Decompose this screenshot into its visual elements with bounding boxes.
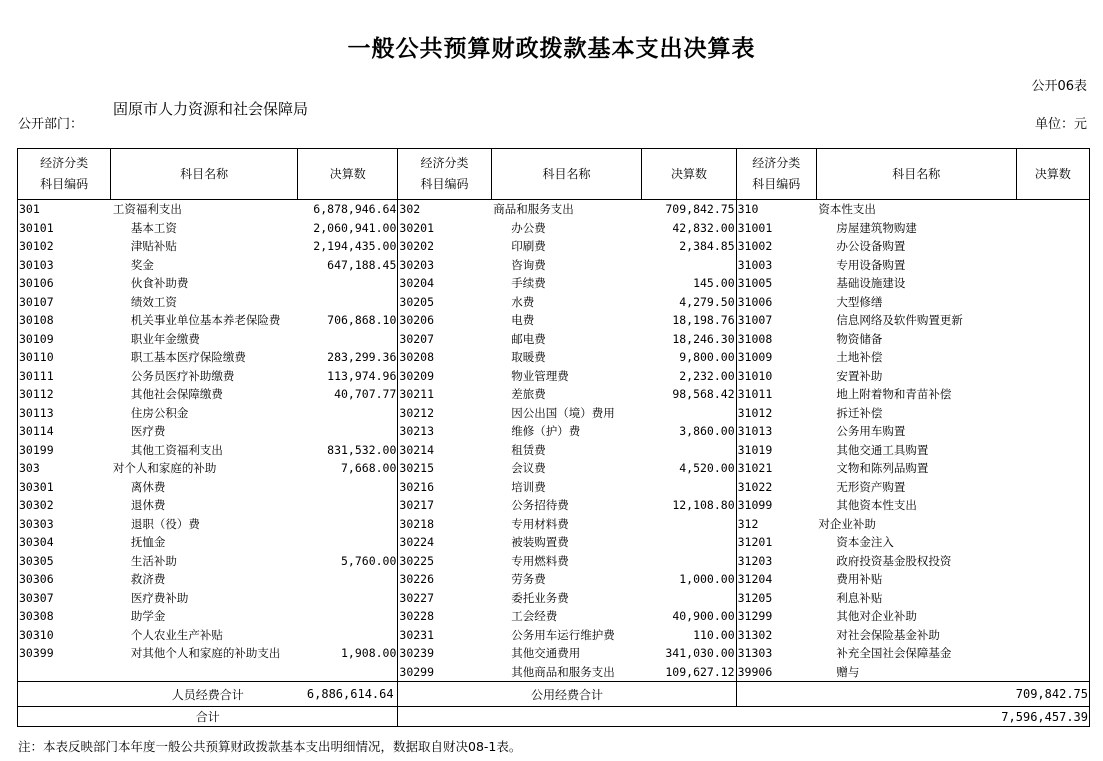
code-cell: 31201: [737, 535, 773, 550]
name-cell: 助学金: [130, 609, 166, 624]
table-row: [18, 607, 1090, 626]
name-cell: 对社会保险基金补助: [836, 627, 940, 642]
code-cell: 30112: [18, 385, 111, 404]
amount-cell: 7,668.00: [298, 459, 398, 478]
table-row: [18, 385, 1090, 404]
amount-cell: 831,532.00: [298, 441, 398, 460]
name-cell: 公务用车购置: [836, 424, 906, 439]
name-cell: 电费: [511, 313, 535, 328]
grand-total-value: 7,596,457.39: [398, 707, 1090, 727]
amount-cell: [298, 589, 398, 608]
header-code-1: 经济分类 科目编码: [18, 149, 111, 200]
amount-cell: [298, 478, 398, 497]
table-row: [18, 533, 1090, 552]
code-cell: 30101: [18, 219, 111, 238]
amount-cell: [298, 663, 398, 682]
amount-cell: [298, 422, 398, 441]
code-cell: 30301: [18, 478, 111, 497]
name-cell: 对企业补助: [818, 516, 876, 531]
code-cell: 31203: [737, 553, 773, 568]
name-cell: 邮电费: [511, 331, 546, 346]
code-cell: 30310: [18, 626, 111, 645]
code-cell: 31005: [737, 276, 773, 291]
name-cell: 奖金: [130, 257, 154, 272]
code-cell: 30201: [399, 220, 435, 235]
code-cell: 30218: [399, 516, 435, 531]
table-row: [18, 330, 1090, 349]
amount-cell: [298, 496, 398, 515]
table-row: [18, 219, 1090, 238]
table-row: [18, 552, 1090, 571]
code-cell: 31010: [737, 368, 773, 383]
table-row: [18, 404, 1090, 423]
code-cell: 31099: [737, 498, 773, 513]
header-name-2: 科目名称: [491, 149, 642, 200]
code-cell: 30199: [18, 441, 111, 460]
amount-cell: [1016, 589, 1089, 608]
amount-cell: [1016, 367, 1089, 386]
name-cell: 绩效工资: [130, 294, 177, 309]
amount-cell: [1016, 663, 1089, 682]
amount-cell: [1016, 200, 1089, 219]
table-row: [18, 274, 1090, 293]
table-row: [18, 570, 1090, 589]
amount-cell: [1016, 274, 1089, 293]
name-cell: 其他社会保障缴费: [130, 387, 223, 402]
amount-cell: 1,000.00: [642, 570, 736, 589]
amount-cell: [298, 293, 398, 312]
table-row: [18, 515, 1090, 534]
table-row: [18, 237, 1090, 256]
amount-cell: 4,520.00: [642, 459, 736, 478]
page-title: 一般公共预算财政拨款基本支出决算表: [347, 36, 756, 62]
amount-cell: 709,842.75: [642, 200, 736, 219]
name-cell: 差旅费: [511, 387, 546, 402]
amount-cell: [1016, 256, 1089, 275]
name-cell: 其他交通费用: [511, 646, 581, 661]
code-cell: 301: [18, 200, 111, 219]
name-cell: [111, 663, 298, 682]
amount-cell: [642, 256, 736, 275]
code-cell: 30213: [399, 424, 435, 439]
name-cell: 伙食补助费: [130, 276, 189, 291]
amount-cell: 706,868.10: [298, 311, 398, 330]
amount-cell: [298, 607, 398, 626]
name-cell: 专用设备购置: [836, 257, 906, 272]
amount-cell: [1016, 607, 1089, 626]
code-cell: 30209: [399, 368, 435, 383]
code-cell: 30204: [399, 276, 435, 291]
name-cell: 补充全国社会保障基金: [836, 646, 952, 661]
name-cell: 被装购置费: [511, 535, 569, 550]
amount-cell: 113,974.96: [298, 367, 398, 386]
table-row: [18, 422, 1090, 441]
table-row: [18, 200, 1090, 219]
code-cell: 312: [737, 516, 759, 531]
amount-cell: [1016, 422, 1089, 441]
amount-cell: 2,232.00: [642, 367, 736, 386]
personnel-total-label: 人员经费合计: [18, 682, 398, 707]
name-cell: 工会经费: [511, 609, 558, 624]
unit-label: 单位：元: [1034, 117, 1087, 132]
name-cell: 地上附着物和青苗补偿: [836, 387, 952, 402]
name-cell: 退休费: [130, 498, 166, 513]
name-cell: 个人农业生产补贴: [130, 627, 223, 642]
code-cell: 30211: [399, 387, 435, 402]
name-cell: 其他资本性支出: [836, 498, 917, 513]
code-cell: 31003: [737, 257, 773, 272]
code-cell: 30202: [399, 239, 435, 254]
amount-cell: [642, 552, 736, 571]
header-amount-2: 决算数: [642, 149, 736, 200]
name-cell: 工资福利支出: [112, 202, 182, 217]
amount-cell: [1016, 348, 1089, 367]
code-cell: 30207: [399, 331, 435, 346]
code-cell: 31009: [737, 350, 773, 365]
code-cell: 31001: [737, 220, 773, 235]
code-cell: 30306: [18, 570, 111, 589]
code-cell: 30108: [18, 311, 111, 330]
name-cell: 津贴补贴: [130, 239, 177, 254]
amount-cell: [1016, 293, 1089, 312]
code-cell: 30227: [399, 590, 435, 605]
amount-cell: 1,908.00: [298, 644, 398, 663]
code-cell: 30225: [399, 553, 435, 568]
code-cell: 30214: [399, 442, 435, 457]
code-cell: 31006: [737, 294, 773, 309]
public-total-value: 709,842.75: [736, 682, 1089, 707]
table-row: [18, 311, 1090, 330]
code-cell: 31205: [737, 590, 773, 605]
amount-cell: 98,568.42: [642, 385, 736, 404]
amount-cell: 109,627.12: [642, 663, 736, 682]
name-cell: 基本工资: [130, 220, 177, 235]
grand-total-label: 合计: [18, 707, 398, 727]
amount-cell: [298, 533, 398, 552]
grand-total-row: [18, 707, 1090, 727]
name-cell: 办公设备购置: [836, 239, 906, 254]
code-cell: 31303: [737, 646, 773, 661]
name-cell: 救济费: [130, 572, 166, 587]
code-cell: 30228: [399, 609, 435, 624]
name-cell: 生活补助: [130, 553, 177, 568]
name-cell: 抚恤金: [130, 535, 166, 550]
code-cell: 30110: [18, 348, 111, 367]
name-cell: 资本金注入: [836, 535, 894, 550]
code-cell: 31299: [737, 609, 773, 624]
code-cell: 30215: [399, 461, 435, 476]
table-row: [18, 293, 1090, 312]
name-cell: 会议费: [511, 461, 546, 476]
code-cell: 30203: [399, 257, 435, 272]
code-cell: 31007: [737, 313, 773, 328]
expenditure-table: [17, 148, 1090, 727]
amount-cell: [298, 570, 398, 589]
code-cell: 30216: [399, 479, 435, 494]
department-name: 固原市人力资源和社会保障局: [113, 100, 309, 118]
code-cell: 30308: [18, 607, 111, 626]
amount-cell: 40,707.77: [298, 385, 398, 404]
name-cell: 医疗费补助: [130, 590, 189, 605]
table-header-row: [18, 149, 1090, 200]
name-cell: 印刷费: [511, 239, 546, 254]
header-name-1: 科目名称: [111, 149, 298, 200]
code-cell: 30304: [18, 533, 111, 552]
amount-cell: [1016, 459, 1089, 478]
name-cell: 安置补助: [836, 368, 883, 383]
name-cell: 房屋建筑物购建: [836, 220, 917, 235]
name-cell: 培训费: [511, 479, 546, 494]
table-row: [18, 478, 1090, 497]
amount-cell: 2,384.85: [642, 237, 736, 256]
amount-cell: 18,198.76: [642, 311, 736, 330]
name-cell: 利息补贴: [836, 590, 883, 605]
code-cell: 31302: [737, 627, 773, 642]
code-cell: 31019: [737, 442, 773, 457]
amount-cell: 2,194,435.00: [298, 237, 398, 256]
name-cell: 文物和陈列品购置: [836, 461, 929, 476]
amount-cell: [642, 589, 736, 608]
amount-cell: [1016, 515, 1089, 534]
code-cell: 30226: [399, 572, 435, 587]
name-cell: 公务招待费: [511, 498, 569, 513]
code-cell: 30224: [399, 535, 435, 550]
table-row: [18, 589, 1090, 608]
public-total-label: 公用经费合计: [398, 682, 736, 707]
code-cell: 30212: [399, 405, 435, 420]
table-row: [18, 496, 1090, 515]
name-cell: 职工基本医疗保险缴费: [130, 350, 246, 365]
name-cell: 委托业务费: [511, 590, 569, 605]
name-cell: 大型修缮: [836, 294, 883, 309]
name-cell: 其他交通工具购置: [836, 442, 929, 457]
name-cell: 其他对企业补助: [836, 609, 917, 624]
table-row: [18, 348, 1090, 367]
amount-cell: [298, 274, 398, 293]
code-cell: 30107: [18, 293, 111, 312]
amount-cell: [1016, 404, 1089, 423]
code-cell: 31011: [737, 387, 773, 402]
name-cell: 专用材料费: [511, 516, 569, 531]
amount-cell: [1016, 478, 1089, 497]
amount-cell: 4,279.50: [642, 293, 736, 312]
code-cell: 30231: [399, 627, 435, 642]
name-cell: 租赁费: [511, 442, 546, 457]
name-cell: 专用燃料费: [511, 553, 569, 568]
code-cell: 30206: [399, 313, 435, 328]
amount-cell: 145.00: [642, 274, 736, 293]
amount-cell: [642, 533, 736, 552]
header-code-2: 经济分类 科目编码: [398, 149, 491, 200]
amount-cell: [1016, 330, 1089, 349]
amount-cell: [642, 441, 736, 460]
amount-cell: [1016, 552, 1089, 571]
name-cell: 对个人和家庭的补助: [112, 461, 217, 476]
code-cell: 30303: [18, 515, 111, 534]
code-cell: 30106: [18, 274, 111, 293]
table-row: [18, 256, 1090, 275]
table-row: [18, 663, 1090, 682]
name-cell: 取暖费: [511, 350, 546, 365]
code-cell: 39906: [737, 664, 773, 679]
name-cell: 医疗费: [130, 424, 166, 439]
amount-cell: 3,860.00: [642, 422, 736, 441]
code-cell: 30217: [399, 498, 435, 513]
name-cell: 办公费: [511, 220, 546, 235]
name-cell: 住房公积金: [130, 405, 189, 420]
amount-cell: [1016, 385, 1089, 404]
header-amount-1: 决算数: [298, 149, 398, 200]
table-row: [18, 459, 1090, 478]
name-cell: 资本性支出: [818, 202, 876, 217]
amount-cell: [642, 404, 736, 423]
amount-cell: [642, 478, 736, 497]
name-cell: 赠与: [836, 664, 860, 679]
code-cell: 310: [737, 202, 759, 217]
code-cell: 30307: [18, 589, 111, 608]
amount-cell: 283,299.36: [298, 348, 398, 367]
amount-cell: [1016, 219, 1089, 238]
table-row: [18, 441, 1090, 460]
amount-cell: 341,030.00: [642, 644, 736, 663]
amount-cell: [1016, 570, 1089, 589]
name-cell: 拆迁补偿: [836, 405, 883, 420]
department-label: 公开部门：: [18, 117, 84, 132]
header-name-3: 科目名称: [816, 149, 1016, 200]
name-cell: 信息网络及软件购置更新: [836, 313, 963, 328]
table-row: [18, 367, 1090, 386]
amount-cell: [1016, 626, 1089, 645]
amount-cell: 42,832.00: [642, 219, 736, 238]
code-cell: 30111: [18, 367, 111, 386]
name-cell: 物业管理费: [511, 368, 569, 383]
footnote: 注：本表反映部门本年度一般公共预算财政拨款基本支出明细情况，数据取自财决08-1表。: [18, 739, 522, 754]
name-cell: 无形资产购置: [836, 479, 906, 494]
name-cell: 土地补偿: [836, 350, 883, 365]
name-cell: 因公出国（境）费用: [511, 405, 615, 420]
amount-cell: 18,246.30: [642, 330, 736, 349]
code-cell: 31012: [737, 405, 773, 420]
code-cell: 31021: [737, 461, 773, 476]
code-cell: [18, 663, 111, 682]
amount-cell: 5,760.00: [298, 552, 398, 571]
code-cell: 30102: [18, 237, 111, 256]
code-cell: 30399: [18, 644, 111, 663]
name-cell: 维修（护）费: [511, 424, 581, 439]
code-cell: 30205: [399, 294, 435, 309]
amount-cell: 2,060,941.00: [298, 219, 398, 238]
amount-cell: 110.00: [642, 626, 736, 645]
personnel-total-value: 6,886,614.64: [306, 686, 394, 701]
name-cell: 公务员医疗补助缴费: [130, 368, 235, 383]
name-cell: 对其他个人和家庭的补助支出: [130, 646, 281, 661]
amount-cell: [1016, 496, 1089, 515]
code-cell: 30113: [18, 404, 111, 423]
name-cell: 劳务费: [511, 572, 546, 587]
code-cell: 31002: [737, 239, 773, 254]
name-cell: 离休费: [130, 479, 166, 494]
code-cell: 30109: [18, 330, 111, 349]
name-cell: 其他商品和服务支出: [511, 664, 615, 679]
code-cell: 303: [18, 459, 111, 478]
name-cell: 退职（役）费: [130, 516, 200, 531]
header-amount-3: 决算数: [1016, 149, 1089, 200]
name-cell: 手续费: [511, 276, 546, 291]
amount-cell: [298, 404, 398, 423]
name-cell: 费用补贴: [836, 572, 883, 587]
name-cell: 职业年金缴费: [130, 331, 200, 346]
amount-cell: [298, 330, 398, 349]
name-cell: 商品和服务支出: [493, 202, 574, 217]
code-cell: 30239: [399, 646, 435, 661]
amount-cell: [642, 515, 736, 534]
name-cell: 水费: [511, 294, 535, 309]
code-cell: 30302: [18, 496, 111, 515]
code-cell: 30305: [18, 552, 111, 571]
name-cell: 其他工资福利支出: [130, 442, 223, 457]
table-row: [18, 626, 1090, 645]
amount-cell: 647,188.45: [298, 256, 398, 275]
code-cell: 30299: [399, 664, 435, 679]
name-cell: 物资储备: [836, 331, 883, 346]
code-cell: 30208: [399, 350, 435, 365]
table-row: [18, 644, 1090, 663]
subtotal-row: [18, 682, 1090, 707]
name-cell: 政府投资基金股权投资: [836, 553, 952, 568]
code-cell: 31022: [737, 479, 773, 494]
amount-cell: [1016, 441, 1089, 460]
amount-cell: [298, 626, 398, 645]
amount-cell: [1016, 644, 1089, 663]
code-cell: 31013: [737, 424, 773, 439]
code-cell: 31204: [737, 572, 773, 587]
amount-cell: [1016, 237, 1089, 256]
amount-cell: [1016, 533, 1089, 552]
header-code-3: 经济分类 科目编码: [736, 149, 816, 200]
name-cell: 机关事业单位基本养老保险费: [130, 313, 281, 328]
amount-cell: 9,800.00: [642, 348, 736, 367]
code-cell: 30103: [18, 256, 111, 275]
code-cell: 302: [399, 202, 421, 217]
name-cell: 基础设施建设: [836, 276, 906, 291]
name-cell: 咨询费: [511, 257, 546, 272]
amount-cell: [1016, 311, 1089, 330]
code-cell: 31008: [737, 331, 773, 346]
name-cell: 公务用车运行维护费: [511, 627, 615, 642]
code-cell: 30114: [18, 422, 111, 441]
amount-cell: 12,108.80: [642, 496, 736, 515]
amount-cell: [298, 515, 398, 534]
form-number: 公开06表: [1031, 79, 1087, 94]
amount-cell: 6,878,946.64: [298, 200, 398, 219]
amount-cell: 40,900.00: [642, 607, 736, 626]
